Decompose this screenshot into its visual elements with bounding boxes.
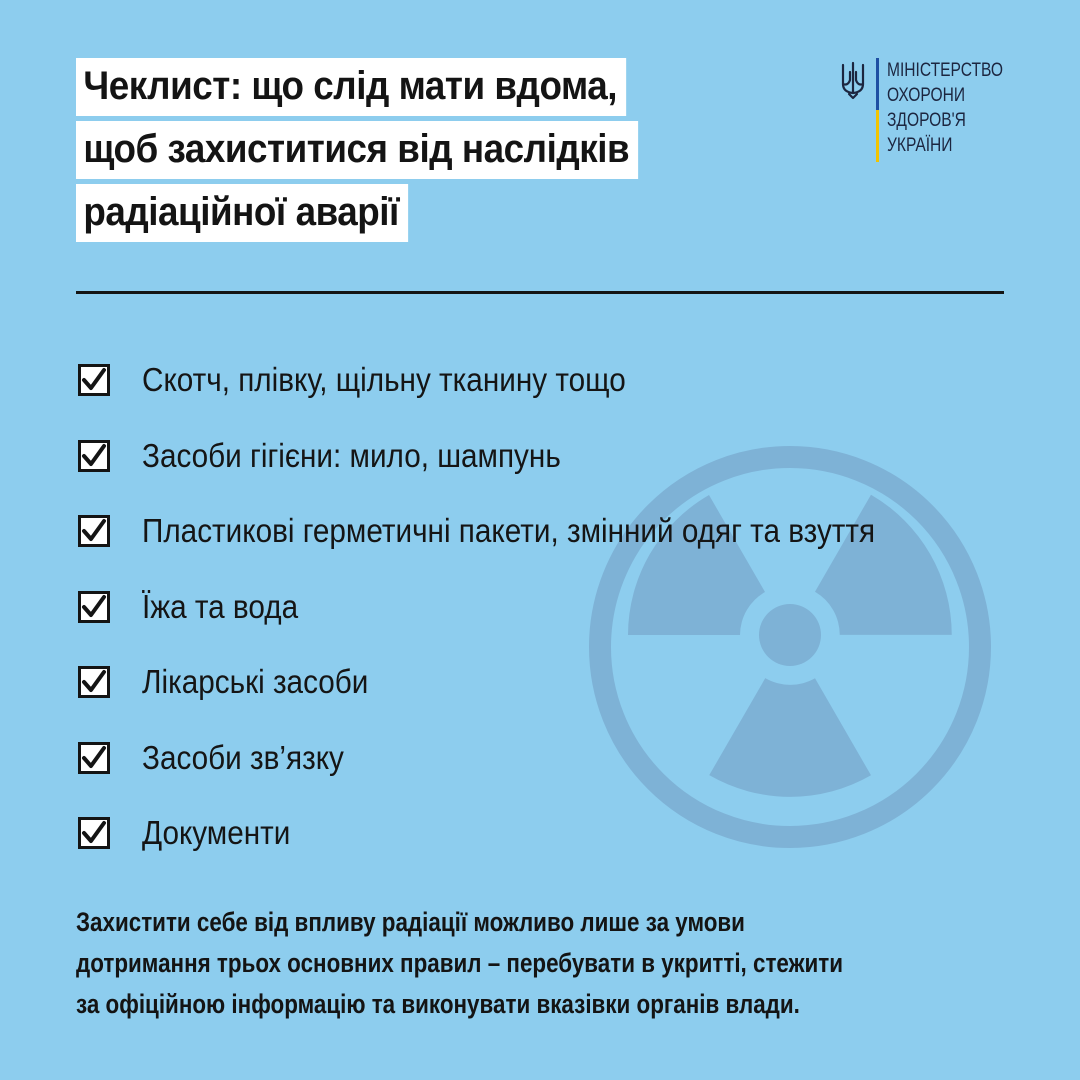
ministry-name-line: МІНІСТЕРСТВО [887,60,1003,81]
checkbox-checked-icon [78,742,110,774]
ministry-name-line: ЗДОРОВ'Я [887,110,966,131]
footer-line: Захистити себе від впливу радіації можливо лише за умови [76,907,745,937]
ministry-name [887,58,1003,158]
list-item-label: Лікарські засоби [142,663,369,700]
checkbox-checked-icon [78,817,110,849]
title-line-2: щоб захиститися від наслідків [76,121,638,179]
checklist [78,354,957,883]
list-item-label: Засоби гігієни: мило, шампунь [142,436,561,474]
list-item-label: Документи [142,814,291,851]
list-item-label: Їжа та вода [142,587,299,625]
trident-icon [840,60,866,100]
ministry-name-line: УКРАЇНИ [887,135,953,156]
checkbox-checked-icon [78,440,110,472]
list-item [78,732,957,784]
list-item [78,354,957,406]
ministry-name-line: ОХОРОНИ [887,85,966,106]
footer-note [76,902,1076,1025]
footer-line: дотримання трьох основних правил – перебувати в укритті, стежити [76,948,844,978]
title-line-3: радіаційної аварії [76,184,408,242]
list-item [78,656,957,708]
checkbox-checked-icon [78,364,110,396]
list-item [78,807,957,859]
list-item-label: Скотч, плівку, щільну тканину тощо [142,361,626,398]
page-title [76,58,716,247]
logo-divider-bar [876,58,879,162]
list-item-label: Засоби зв’язку [142,738,344,776]
list-item [78,581,957,633]
list-item [78,505,957,557]
title-divider [76,291,1004,294]
checkbox-checked-icon [78,666,110,698]
title-line-1: Чеклист: що слід мати вдома, [76,58,626,116]
list-item-label: Пластикові герметичні пакети, змінний одяг та взуття [142,512,876,549]
list-item [78,430,957,482]
footer-line: за офіційною інформацію та виконувати вказівки органів влади. [76,989,800,1019]
checkbox-checked-icon [78,591,110,623]
ministry-logo [840,58,1028,162]
checkbox-checked-icon [78,515,110,547]
